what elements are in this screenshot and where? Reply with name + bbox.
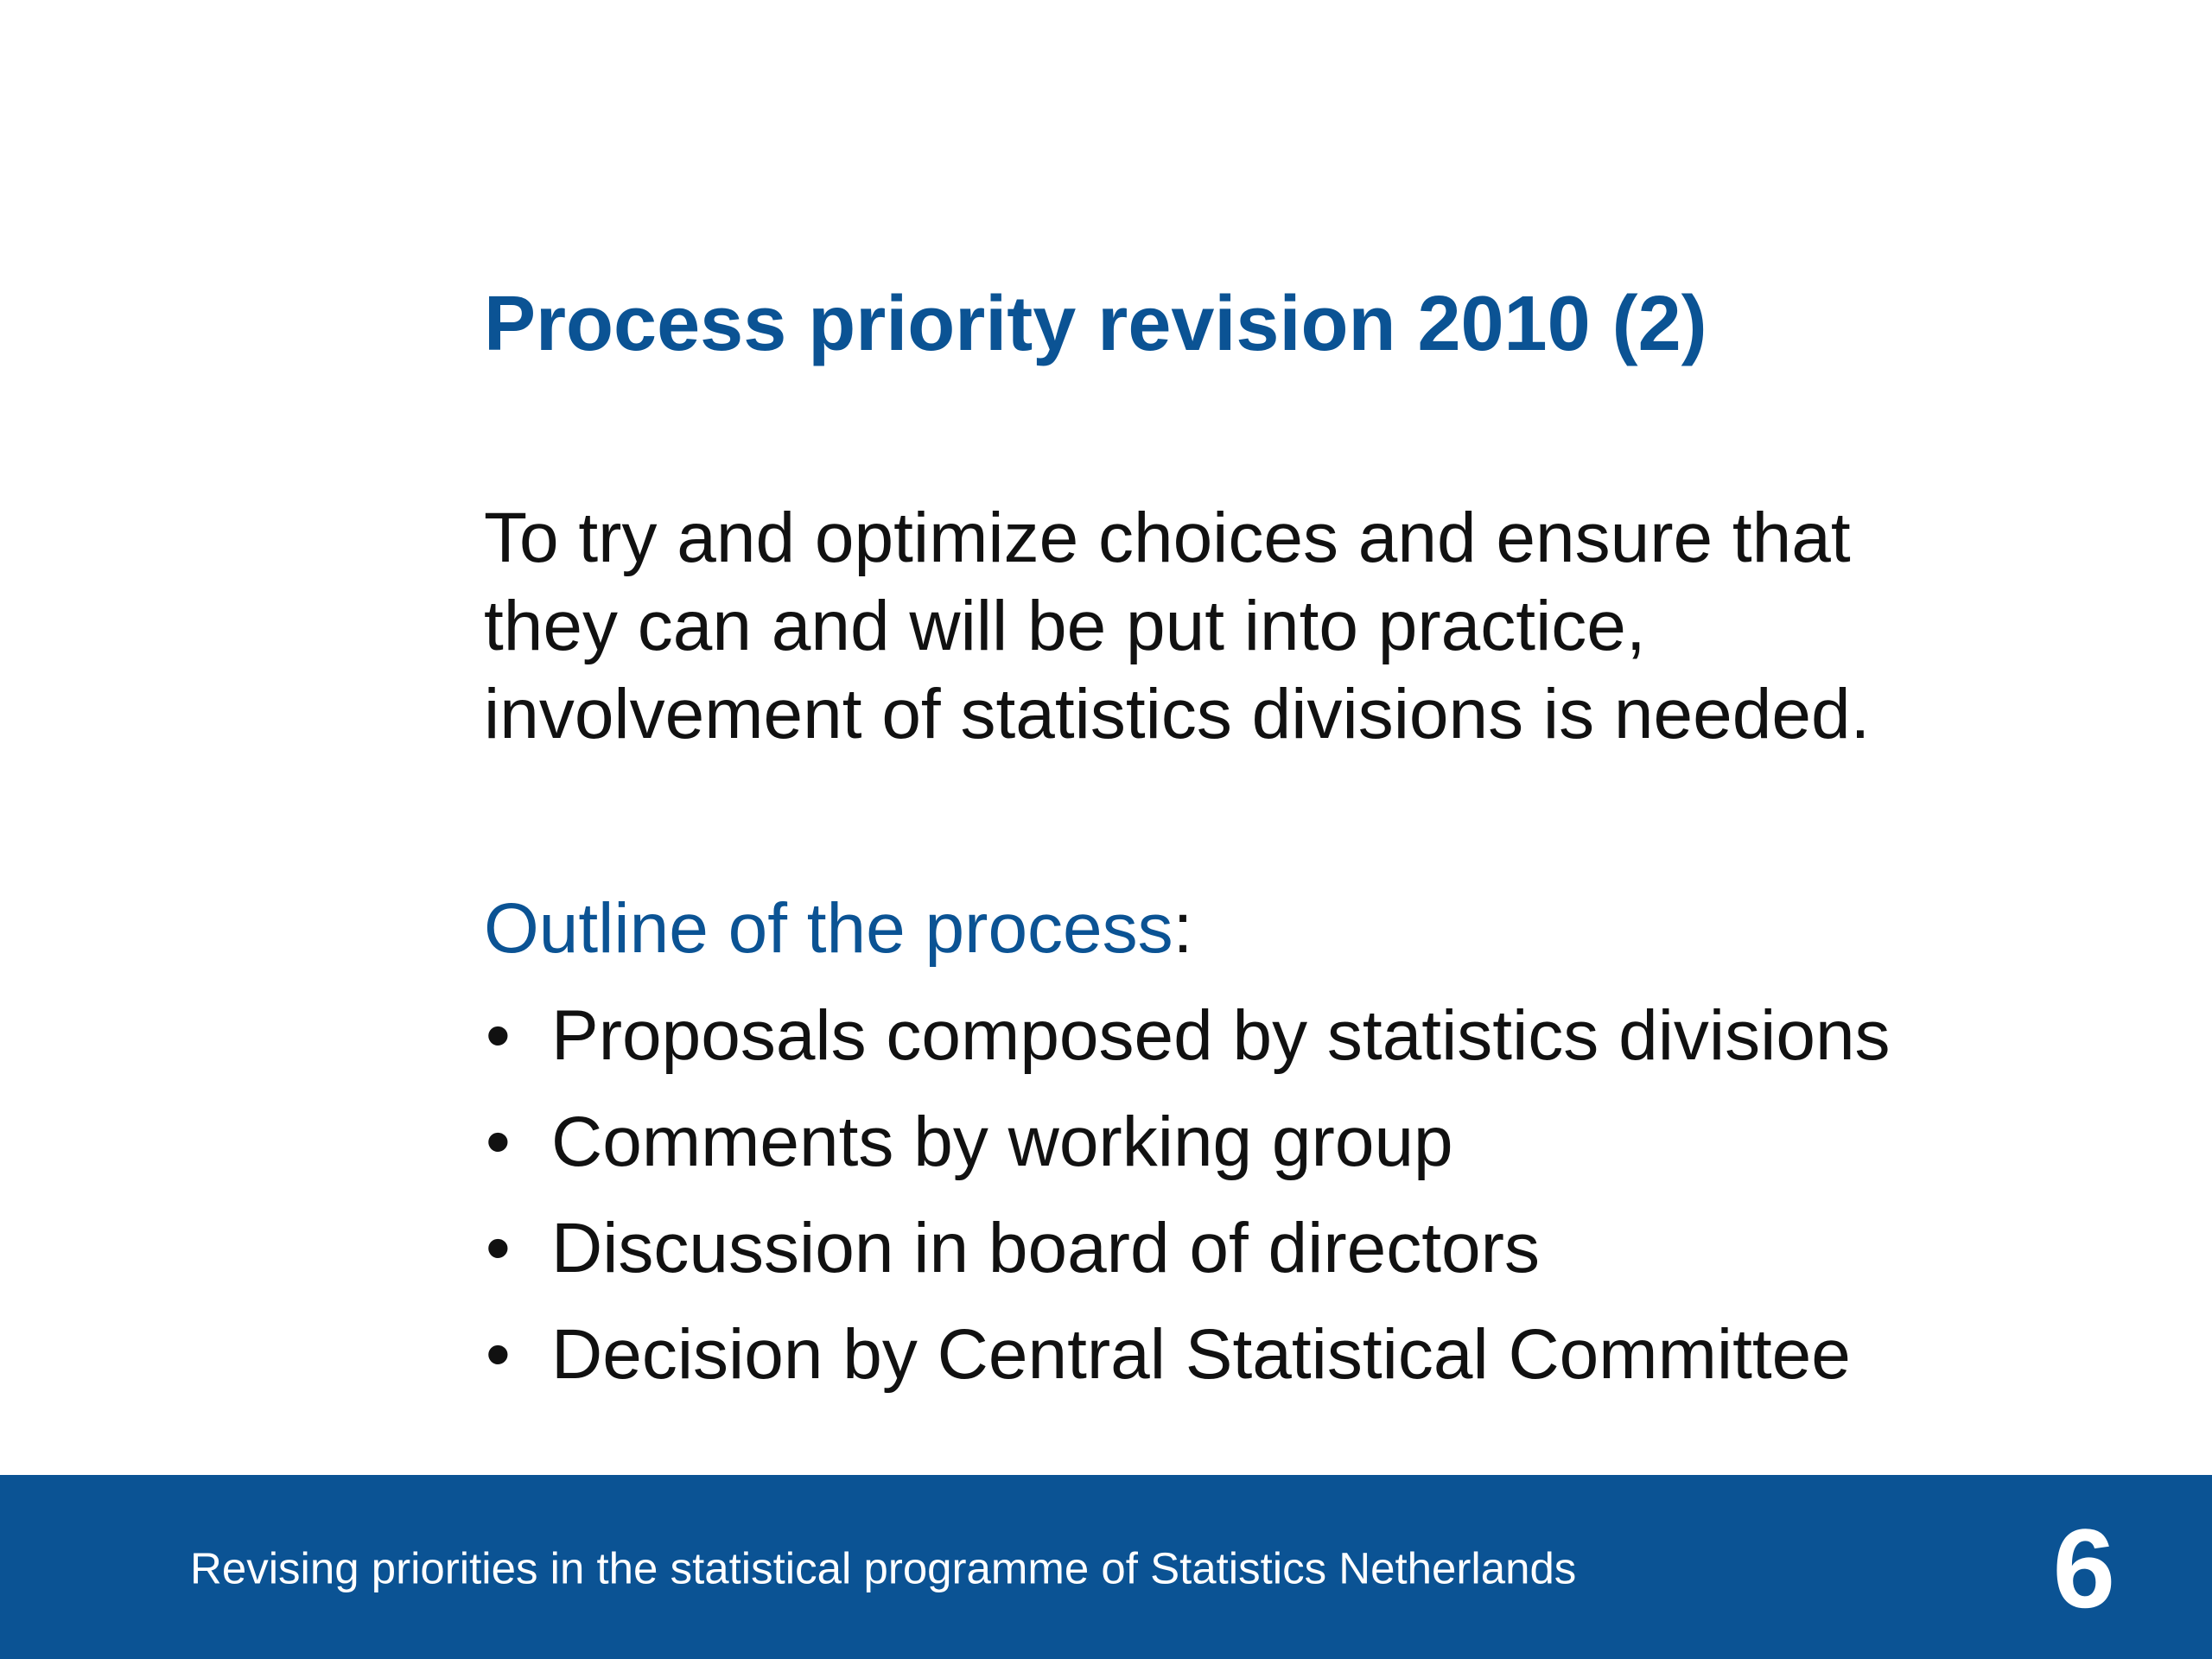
footer-text: Revising priorities in the statistical programme of Statistics Netherlands [190,1543,1577,1593]
list-item-text: Discussion in board of directors [551,1209,1540,1287]
intro-line: To try and optimize choices and ensure that [484,499,1851,577]
bullet-icon: • [486,1209,511,1287]
bullet-icon: • [486,1103,511,1181]
outline-colon: : [1173,889,1193,968]
page-number: 6 [2052,1505,2115,1631]
list-item [484,1098,1891,1205]
outline-heading [484,885,1192,973]
outline-label: Outline of the process [484,889,1173,968]
intro-line: involvement of statistics divisions is needed. [484,675,1871,753]
bullet-icon: • [486,1315,511,1394]
intro-line: they can and will be put into practice, [484,587,1646,665]
list-item [484,1205,1891,1311]
list-item [484,992,1891,1098]
list-item [484,1311,1891,1417]
list-item-text: Decision by Central Statistical Committee [551,1315,1851,1394]
slide-title: Process priority revision 2010 (2) [484,281,1707,367]
footer-bar [0,1475,2212,1659]
list-item-text: Comments by working group [551,1103,1453,1181]
list-item-text: Proposals composed by statistics divisions [551,996,1891,1075]
intro-paragraph [484,494,2039,759]
bullet-icon: • [486,996,511,1075]
bullet-list [484,992,1891,1417]
